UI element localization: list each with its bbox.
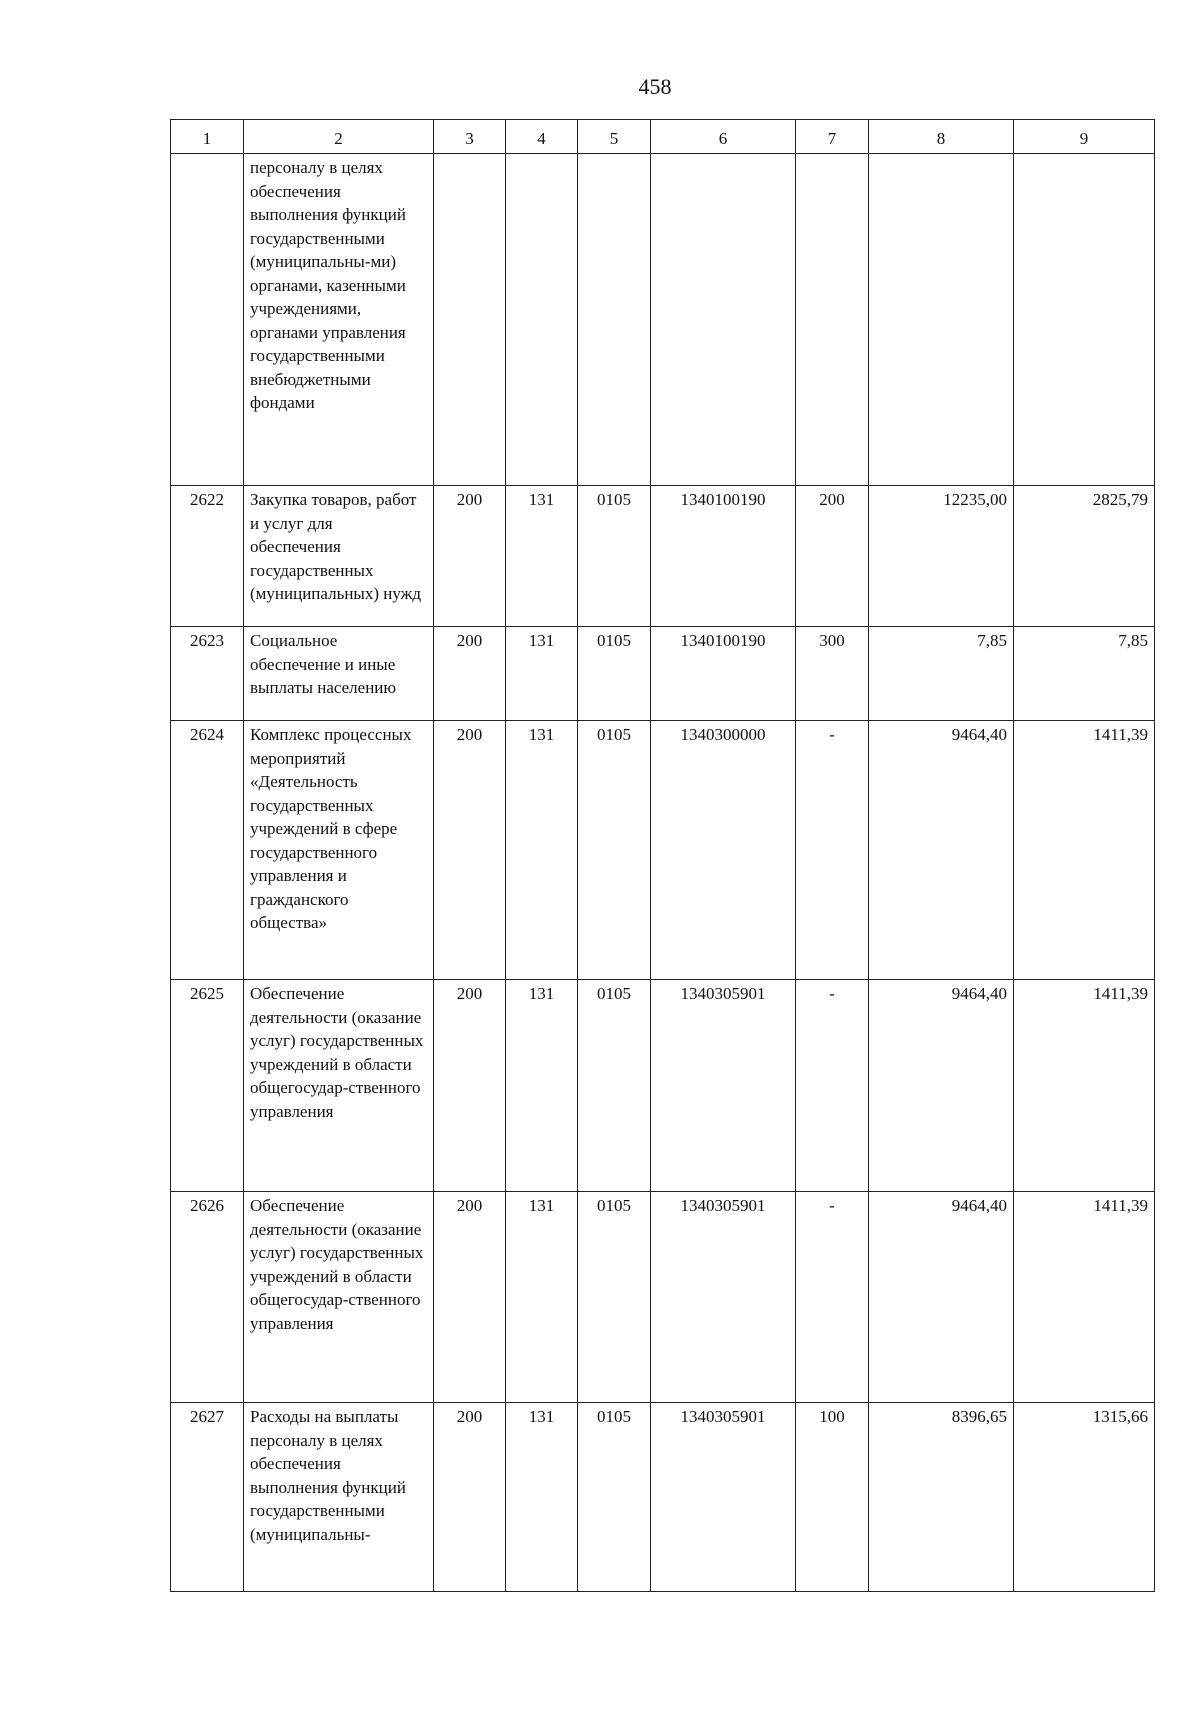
- column-header: 7: [796, 120, 869, 154]
- amount-cell: 1411,39: [1014, 1192, 1155, 1403]
- target-article-cell: [651, 154, 796, 486]
- row-number-cell: 2627: [171, 1403, 244, 1592]
- table-row: [171, 154, 1155, 486]
- expense-type-cell: -: [796, 1192, 869, 1403]
- amount-cell: [1014, 154, 1155, 486]
- code-cell: 200: [434, 721, 506, 980]
- table-row: [171, 486, 1155, 627]
- page-number: 458: [638, 74, 672, 99]
- row-number-cell: 2625: [171, 980, 244, 1192]
- column-header: 3: [434, 120, 506, 154]
- target-article-cell: 1340100190: [651, 486, 796, 627]
- amount-cell: 1411,39: [1014, 721, 1155, 980]
- section-code-cell: [578, 154, 651, 486]
- expense-name-cell: Обеспечение деятельности (оказание услуг) государственных учреждений в области общегосудар-ственного управления: [244, 980, 434, 1192]
- amount-cell: 7,85: [869, 627, 1014, 721]
- section-code-cell: 0105: [578, 1192, 651, 1403]
- amount-cell: 7,85: [1014, 627, 1155, 721]
- expense-name-cell: Обеспечение деятельности (оказание услуг) государственных учреждений в области общегосудар-ственного управления: [244, 1192, 434, 1403]
- code-cell: [434, 154, 506, 486]
- row-number-cell: 2626: [171, 1192, 244, 1403]
- table-row: [171, 627, 1155, 721]
- code-cell: 200: [434, 980, 506, 1192]
- row-number-cell: [171, 154, 244, 486]
- column-header: 8: [869, 120, 1014, 154]
- expense-name-cell: Комплекс процессных мероприятий «Деятельность государственных учреждений в сфере государственного управления и гражданского общества»: [244, 721, 434, 980]
- code-cell: 131: [506, 486, 578, 627]
- expense-type-cell: 300: [796, 627, 869, 721]
- section-code-cell: 0105: [578, 627, 651, 721]
- expense-type-cell: 100: [796, 1403, 869, 1592]
- target-article-cell: 1340305901: [651, 1403, 796, 1592]
- target-article-cell: 1340300000: [651, 721, 796, 980]
- amount-cell: 9464,40: [869, 980, 1014, 1192]
- section-code-cell: 0105: [578, 486, 651, 627]
- expense-name-cell: персоналу в целях обеспечения выполнения функций государственными (муниципальны-ми) органами, казенными учреждениями, органами управления государственными внебюджетными фондами: [244, 154, 434, 486]
- row-number-cell: 2622: [171, 486, 244, 627]
- section-code-cell: 0105: [578, 1403, 651, 1592]
- column-header: 6: [651, 120, 796, 154]
- target-article-cell: 1340100190: [651, 627, 796, 721]
- target-article-cell: 1340305901: [651, 1192, 796, 1403]
- column-header: 5: [578, 120, 651, 154]
- code-cell: 131: [506, 1403, 578, 1592]
- expense-type-cell: 200: [796, 486, 869, 627]
- code-cell: 131: [506, 1192, 578, 1403]
- table-row: [171, 721, 1155, 980]
- expense-name-cell: Расходы на выплаты персоналу в целях обеспечения выполнения функций государственными (муниципальны-: [244, 1403, 434, 1592]
- code-cell: 200: [434, 1403, 506, 1592]
- row-number-cell: 2623: [171, 627, 244, 721]
- amount-cell: 8396,65: [869, 1403, 1014, 1592]
- amount-cell: 2825,79: [1014, 486, 1155, 627]
- column-header: 9: [1014, 120, 1155, 154]
- column-header: 2: [244, 120, 434, 154]
- column-header: 1: [171, 120, 244, 154]
- code-cell: 131: [506, 627, 578, 721]
- budget-table: [170, 119, 1155, 1592]
- target-article-cell: 1340305901: [651, 980, 796, 1192]
- amount-cell: 9464,40: [869, 721, 1014, 980]
- table-row: [171, 980, 1155, 1192]
- expense-type-cell: -: [796, 721, 869, 980]
- amount-cell: 1411,39: [1014, 980, 1155, 1192]
- code-cell: 131: [506, 980, 578, 1192]
- amount-cell: [869, 154, 1014, 486]
- table-row: [171, 1403, 1155, 1592]
- code-cell: [506, 154, 578, 486]
- expense-name-cell: Социальное обеспечение и иные выплаты населению: [244, 627, 434, 721]
- code-cell: 200: [434, 1192, 506, 1403]
- table-row: [171, 1192, 1155, 1403]
- code-cell: 131: [506, 721, 578, 980]
- code-cell: 200: [434, 486, 506, 627]
- row-number-cell: 2624: [171, 721, 244, 980]
- expense-type-cell: [796, 154, 869, 486]
- expense-type-cell: -: [796, 980, 869, 1192]
- section-code-cell: 0105: [578, 721, 651, 980]
- amount-cell: 12235,00: [869, 486, 1014, 627]
- section-code-cell: 0105: [578, 980, 651, 1192]
- expense-name-cell: Закупка товаров, работ и услуг для обеспечения государственных (муниципальных) нужд: [244, 486, 434, 627]
- table-header-row: [171, 120, 1155, 154]
- amount-cell: 9464,40: [869, 1192, 1014, 1403]
- amount-cell: 1315,66: [1014, 1403, 1155, 1592]
- column-header: 4: [506, 120, 578, 154]
- code-cell: 200: [434, 627, 506, 721]
